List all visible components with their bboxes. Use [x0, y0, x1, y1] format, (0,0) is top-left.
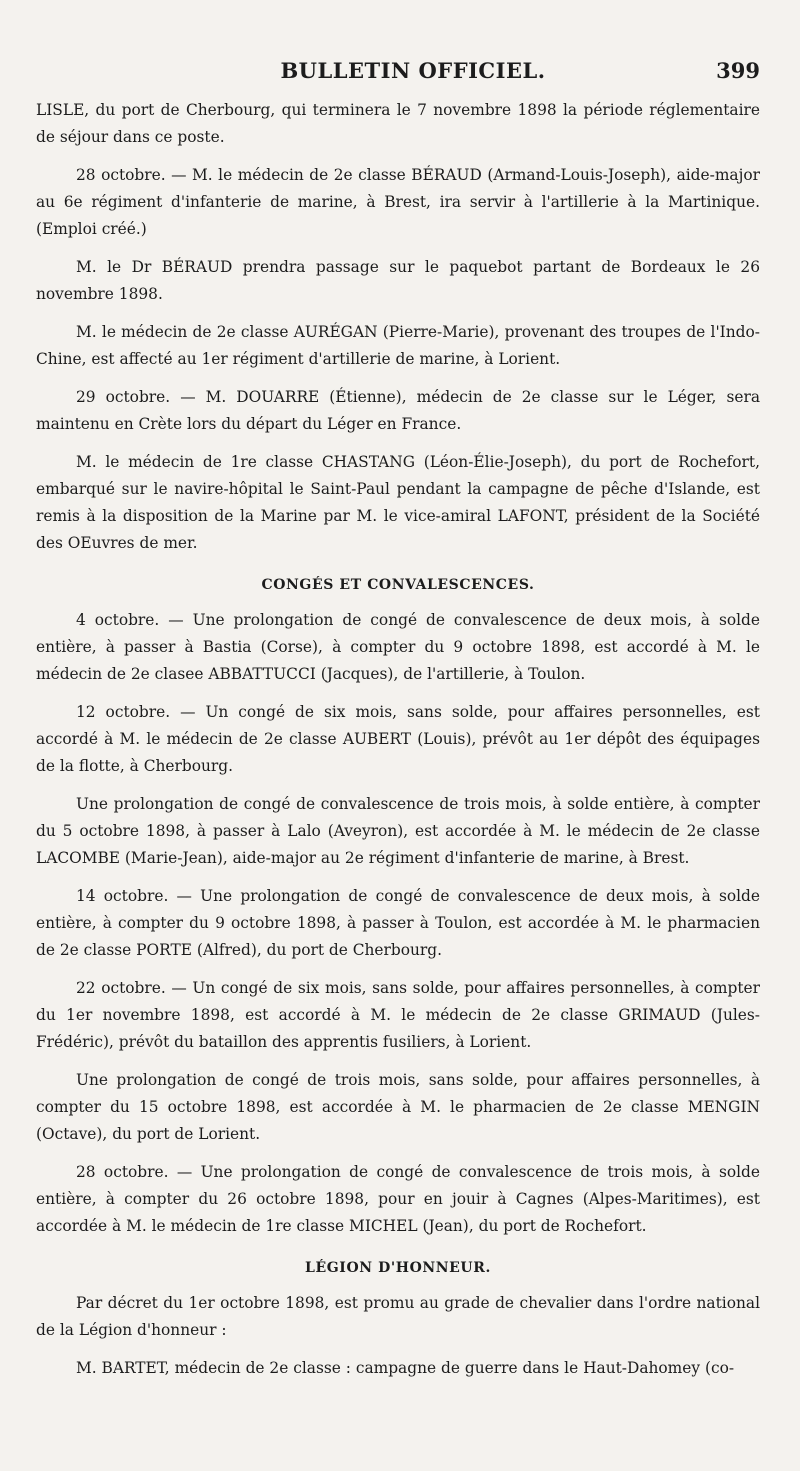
paragraph-beraud-assignment: 28 octobre. — M. le médecin de 2e classe BÉRAUD (Armand-Louis-Joseph), aide-major au 6e régiment d'infanterie de marine, à Brest, ira servir à l'artillerie à la Martinique. (Emploi créé.) — [36, 166, 760, 238]
paragraph-conge-michel: 28 octobre. — Une prolongation de congé de convalescence de trois mois, à solde entière, à compter du 26 octobre 1898, pour en jouir à Cagnes (Alpes-Maritimes), est accordée à M. le médecin de 1re classe MICHEL (Jean), du port de Rochefort. — [36, 1163, 760, 1235]
paragraph-conge-lacombe: Une prolongation de congé de convalescence de trois mois, à solde entière, à compter du 5 octobre 1898, à passer à Lalo (Aveyron), est accordée à M. le médecin de 2e classe LACOMBE (Marie-Jean), aide-major au 2e régiment d'infanterie de marine, à Brest. — [36, 795, 760, 867]
paragraph-legion-bartet: M. BARTET, médecin de 2e classe : campagne de guerre dans le Haut-Dahomey (co- — [76, 1359, 735, 1377]
section-heading-legion: LÉGION D'HONNEUR. — [305, 1260, 491, 1276]
paragraph-conge-mengin: Une prolongation de congé de trois mois, sans solde, pour affaires personnelles, à compter du 15 octobre 1898, est accordée à M. le pharmacien de 2e classe MENGIN (Octave), du port de Lorient. — [36, 1071, 760, 1143]
running-title: BULLETIN OFFICIEL. — [280, 58, 546, 83]
paragraph-conge-grimaud: 22 octobre. — Un congé de six mois, sans solde, pour affaires personnelles, à compter du 1er novembre 1898, est accordé à M. le médecin de 2e classe GRIMAUD (Jules-Frédéric), prévôt du bataillon des apprentis fusiliers, à Lorient. — [36, 979, 760, 1051]
paragraph-legion-decret: Par décret du 1er octobre 1898, est promu au grade de chevalier dans l'ordre national de la Légion d'honneur : — [36, 1294, 760, 1339]
page-header — [36, 58, 760, 83]
paragraph-douarre: 29 octobre. — M. DOUARRE (Étienne), médecin de 2e classe sur le Léger, sera maintenu en Crète lors du départ du Léger en France. — [36, 388, 760, 433]
paragraph-conge-aubert: 12 octobre. — Un congé de six mois, sans solde, pour affaires personnelles, est accordé à M. le médecin de 2e classe AUBERT (Louis), prévôt au 1er dépôt des équipages de la flotte, à Cherbourg. — [36, 703, 760, 775]
paragraph-beraud-passage: M. le Dr BÉRAUD prendra passage sur le paquebot partant de Bordeaux le 26 novembre 1898. — [36, 258, 760, 303]
page-number: 399 — [716, 58, 760, 83]
paragraph-conge-porte: 14 octobre. — Une prolongation de congé de convalescence de deux mois, à solde entière, à compter du 9 octobre 1898, à passer à Toulon, est accordée à M. le pharmacien de 2e classe PORTE (Alfred), du port de Cherbourg. — [36, 887, 760, 959]
paragraph-auregan: M. le médecin de 2e classe AURÉGAN (Pierre-Marie), provenant des troupes de l'Indo-Chine, est affecté au 1er régiment d'artillerie de marine, à Lorient. — [36, 323, 760, 368]
section-heading-conges: CONGÉS ET CONVALESCENCES. — [261, 577, 535, 593]
paragraph-chastang: M. le médecin de 1re classe CHASTANG (Léon-Élie-Joseph), du port de Rochefort, embarqué sur le navire-hôpital le Saint-Paul pendant la campagne de pêche d'Islande, est remis à la disposition de la Marine par M. le vice-amiral LAFONT, président de la Société des OEuvres de mer. — [36, 453, 760, 552]
paragraph-conge-abbattucci: 4 octobre. — Une prolongation de congé de convalescence de deux mois, à solde entière, à passer à Bastia (Corse), à compter du 9 octobre 1898, est accordé à M. le médecin de 2e clasee ABBATTUCCI (Jacques), de l'artillerie, à Toulon. — [36, 611, 760, 683]
paragraph-lisle-continuation: LISLE, du port de Cherbourg, qui terminera le 7 novembre 1898 la période réglementaire de séjour dans ce poste. — [36, 101, 760, 146]
